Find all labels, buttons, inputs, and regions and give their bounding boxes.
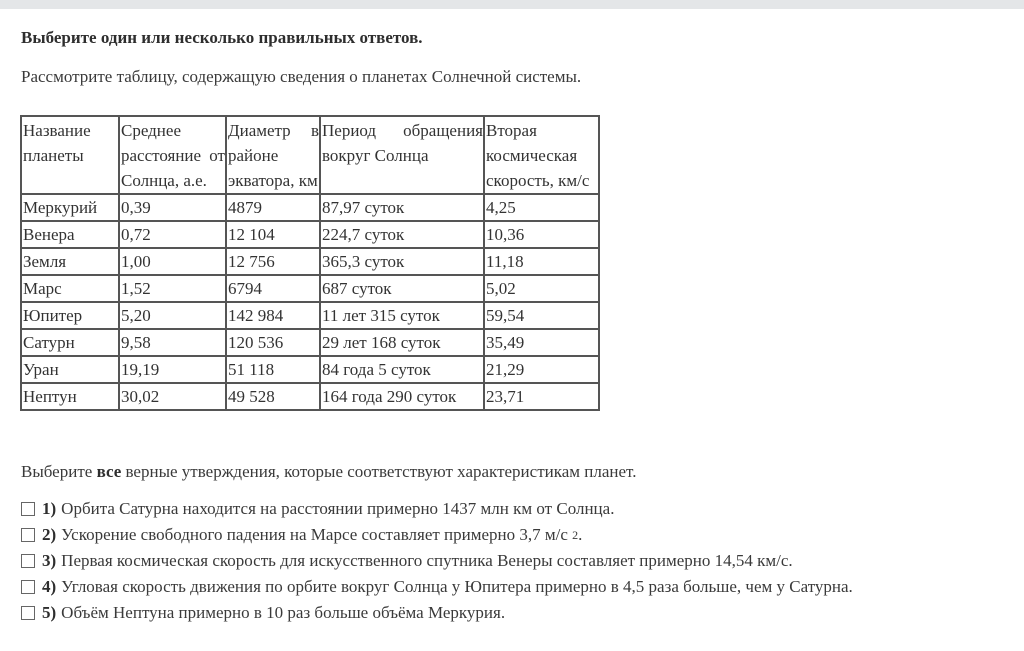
intro-text: Рассмотрите таблицу, содержащую сведения о планетах Солнечной системы. (21, 67, 582, 86)
cell-velocity: 21,29 (484, 356, 599, 383)
question-before: Выберите (21, 462, 97, 481)
option-superscript: 2 (572, 527, 579, 542)
planets-table (20, 115, 600, 411)
cell-period: 87,97 суток (320, 194, 484, 221)
option-2[interactable] (21, 522, 853, 548)
header-period: Период обращения вокруг Солнца (320, 116, 484, 194)
table-row (21, 302, 599, 329)
cell-distance: 0,72 (119, 221, 226, 248)
option-5-checkbox[interactable] (21, 606, 35, 620)
cell-velocity: 59,54 (484, 302, 599, 329)
cell-diameter: 4879 (226, 194, 320, 221)
option-text: Первая космическая скорость для искусственного спутника Венеры составляет примерно 14,54 км/с. (61, 551, 793, 570)
cell-planet: Венера (21, 221, 119, 248)
option-4[interactable] (21, 574, 853, 600)
cell-diameter: 120 536 (226, 329, 320, 356)
question-after: верные утверждения, которые соответствуют характеристикам планет. (121, 462, 637, 481)
cell-period: 164 года 290 суток (320, 383, 484, 410)
cell-velocity: 35,49 (484, 329, 599, 356)
cell-period: 11 лет 315 суток (320, 302, 484, 329)
option-2-checkbox[interactable] (21, 528, 35, 542)
option-number: 3) (42, 551, 57, 570)
option-3[interactable] (21, 548, 853, 574)
cell-distance: 1,00 (119, 248, 226, 275)
header-escape-velocity: Вторая космическая скорость, км/с (484, 116, 599, 194)
cell-planet: Нептун (21, 383, 119, 410)
option-text: Объём Нептуна примерно в 10 раз больше объёма Меркурия. (61, 603, 506, 622)
question-bold: все (96, 462, 122, 481)
table-row (21, 221, 599, 248)
header-planet-name: Название планеты (21, 116, 119, 194)
option-3-checkbox[interactable] (21, 554, 35, 568)
table-row (21, 248, 599, 275)
cell-period: 84 года 5 суток (320, 356, 484, 383)
cell-diameter: 51 118 (226, 356, 320, 383)
cell-distance: 9,58 (119, 329, 226, 356)
table-row (21, 275, 599, 302)
option-number: 5) (42, 603, 57, 622)
option-1[interactable] (21, 496, 853, 522)
cell-planet: Земля (21, 248, 119, 275)
cell-planet: Юпитер (21, 302, 119, 329)
cell-distance: 5,20 (119, 302, 226, 329)
table-row (21, 383, 599, 410)
header-diameter: Диаметр в районе экватора, км (226, 116, 320, 194)
cell-diameter: 142 984 (226, 302, 320, 329)
cell-planet: Меркурий (21, 194, 119, 221)
instruction-heading: Выберите один или несколько правильных ответов. (21, 28, 423, 47)
question-text (21, 462, 636, 482)
option-number: 2) (42, 525, 57, 544)
cell-period: 687 суток (320, 275, 484, 302)
option-4-checkbox[interactable] (21, 580, 35, 594)
table-header-row (21, 116, 599, 194)
answer-options (21, 496, 853, 626)
cell-velocity: 10,36 (484, 221, 599, 248)
cell-period: 224,7 суток (320, 221, 484, 248)
cell-velocity: 5,02 (484, 275, 599, 302)
cell-distance: 1,52 (119, 275, 226, 302)
cell-period: 365,3 суток (320, 248, 484, 275)
table-row (21, 194, 599, 221)
cell-planet: Сатурн (21, 329, 119, 356)
header-distance: Среднее расстояние от Солнца, а.е. (119, 116, 226, 194)
cell-distance: 0,39 (119, 194, 226, 221)
table-row (21, 356, 599, 383)
cell-velocity: 23,71 (484, 383, 599, 410)
cell-diameter: 49 528 (226, 383, 320, 410)
option-text: Орбита Сатурна находится на расстоянии примерно 1437 млн км от Солнца. (61, 499, 615, 518)
top-strip (0, 0, 1024, 9)
option-text: Ускорение свободного падения на Марсе составляет примерно 3,7 м/с (61, 525, 568, 544)
option-number: 1) (42, 499, 57, 518)
cell-diameter: 6794 (226, 275, 320, 302)
cell-period: 29 лет 168 суток (320, 329, 484, 356)
cell-planet: Марс (21, 275, 119, 302)
cell-distance: 19,19 (119, 356, 226, 383)
option-1-checkbox[interactable] (21, 502, 35, 516)
cell-planet: Уран (21, 356, 119, 383)
option-5[interactable] (21, 600, 853, 626)
cell-diameter: 12 756 (226, 248, 320, 275)
cell-velocity: 4,25 (484, 194, 599, 221)
cell-diameter: 12 104 (226, 221, 320, 248)
option-tail: . (578, 525, 583, 544)
table-row (21, 329, 599, 356)
cell-distance: 30,02 (119, 383, 226, 410)
cell-velocity: 11,18 (484, 248, 599, 275)
option-text: Угловая скорость движения по орбите вокруг Солнца у Юпитера примерно в 4,5 раза больше, чем у Сатурна. (61, 577, 853, 596)
option-number: 4) (42, 577, 57, 596)
